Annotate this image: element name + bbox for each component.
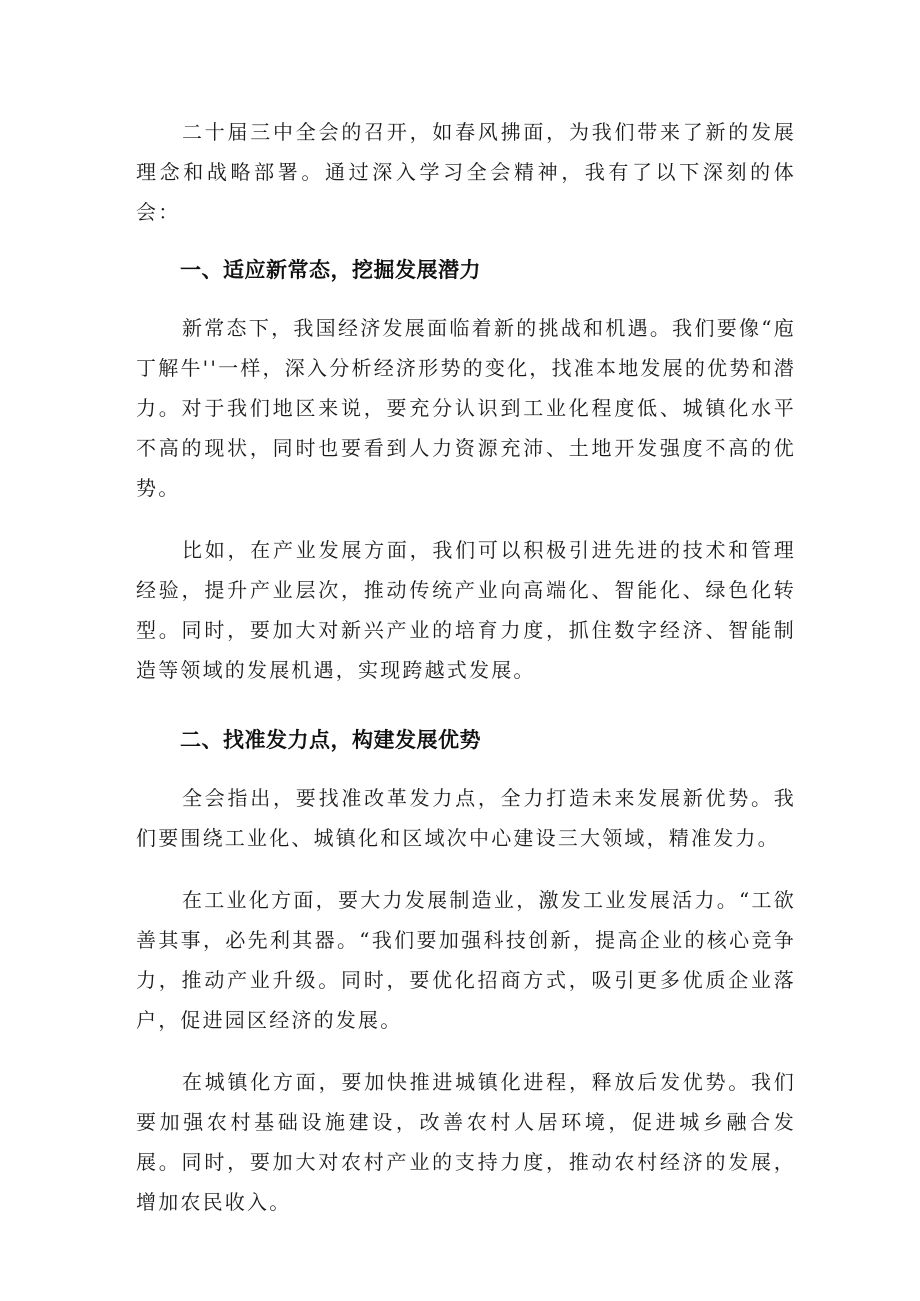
spacer: [136, 1040, 796, 1062]
section-2-heading: 二、找准发力点，构建发展优势: [180, 728, 481, 752]
section-2-paragraph-2: 在工业化方面，要大力发展制造业，激发工业发展活力。“工欲善其事，必先利其器。“我们要加强科技创新，提高企业的核心竞争力，推动产业升级。同时，要优化招商方式，吸引更多优质企业落户，促进园区经济的发展。: [136, 888, 796, 1032]
spacer: [136, 760, 796, 778]
section-1-heading: 一、适应新常态，挖掘发展潜力: [180, 258, 481, 282]
section-2-paragraph-3: 在城镇化方面，要加快推进城镇化进程，释放后发优势。我们要加强农村基础设施建设，改善农村人居环境，促进城乡融合发展。同时，要加大对农村产业的支持力度，推动农村经济的发展，增加农民收入。: [136, 1070, 796, 1214]
intro-paragraph: 二十届三中全会的召开，如春风拂面，为我们带来了新的发展理念和战略部署。通过深入学习全会精神，我有了以下深刻的体会：: [136, 120, 796, 224]
section-2-paragraph-1: 全会指出，要找准改革发力点，全力打造未来发展新优势。我们要围绕工业化、城镇化和区域次中心建设三大领域，精准发力。: [136, 786, 796, 850]
section-1-paragraph-2: 比如，在产业发展方面，我们可以积极引进先进的技术和管理经验，提升产业层次，推动传统产业向高端化、智能化、绿色化转型。同时，要加大对新兴产业的培育力度，抓住数字经济、智能制造等领域的发展机遇，实现跨越式发展。: [136, 538, 796, 682]
spacer: [136, 508, 796, 530]
spacer: [136, 290, 796, 308]
spacer: [136, 232, 796, 250]
spacer: [136, 690, 796, 720]
spacer: [136, 858, 796, 880]
document-page: [136, 112, 796, 1222]
section-1-paragraph-1: 新常态下，我国经济发展面临着新的挑战和机遇。我们要像“庖丁解牛''一样，深入分析经济形势的变化，找准本地发展的优势和潜力。对于我们地区来说，要充分认识到工业化程度低、城镇化水平不高的现状，同时也要看到人力资源充沛、土地开发强度不高的优势。: [136, 316, 796, 500]
